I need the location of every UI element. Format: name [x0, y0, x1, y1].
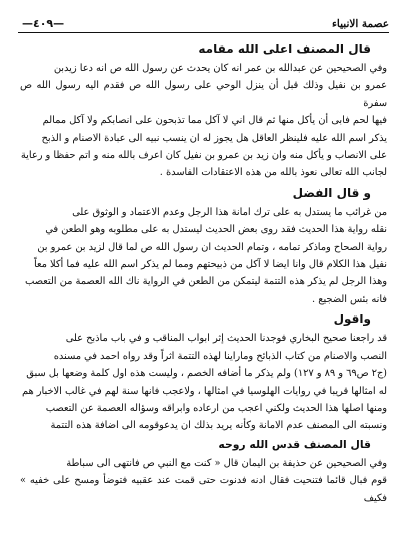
text-line: ومنها اصلها هذا الحديث ولكني اعجب من ارعاده وابراقه وسؤاله العصمة عن التعصب: [45, 402, 387, 414]
page-number: —٤٠٩—: [22, 17, 65, 30]
text-line: (ج٢ ص٦٩ و ٨٩ و ١٢٧) ولم يذكر ما أضافه الخصم ، وليست هذه اول كلمة وضعها بل سبق: [26, 368, 387, 380]
text-line: عمرو بن نفيل وذلك قبل أن ينزل الوحي على رسول الله ص فقدم اليه رسول الله ص سفرة: [20, 80, 387, 109]
text-line: وفي الصحيحين عن حذيفة بن اليمان قال « كنت مع النبي ص فانتهى الى سباطة: [66, 457, 387, 469]
section-heading: قال المصنف اعلى الله مقامه: [198, 42, 371, 56]
text-line: لجانب الله تعالى نعوذ بالله من هذه الاعتقادات الفاسدة .: [159, 167, 387, 179]
section-heading: قال المصنف قدس الله روحه: [218, 437, 371, 451]
text-line: فيها لحم فابى أن يأكل منها ثم قال اني لا آكل مما تذبحون على انصابكم ولا آكل ممالم: [42, 115, 387, 127]
text-line: له امثالها قريبا في روايات الهلوسيا في امثالها ، ولاعجب فانها سنة لهم في غالب الاخبار هم: [22, 385, 387, 397]
page-body: [20, 38, 387, 540]
section-heading: واقول: [333, 312, 371, 327]
text-line: قد راجعنا صحيح البخاري فوجدنا الحديث إثر ابواب المناقب و في باب ماذبح على: [65, 333, 387, 345]
running-title: عصمة الانبياء: [331, 18, 389, 30]
text-line: قوم فبال قائما فتنحيت فقال ادنه فدنوت حتى قمت عند عقبيه فتوضأ ومسح على خفيه » فكيف: [20, 475, 387, 504]
text-line: يذكر اسم الله عليه فلينظر العاقل هل يجوز له ان ينسب نبيه الى عبادة الاصنام و الذبح: [41, 132, 387, 144]
text-line: على الانصاب و يأكل منه وان زيد بن عمرو بن نفيل كان اعرف بالله منه و اتم حفظا و رعاية: [20, 150, 387, 162]
text-line: وهذا الرجل لم يذكر هذه التتمة ليتمكن من الطعن في الرواية ناك الله العصمة من التعصب: [25, 276, 387, 288]
section-heading: و قال الفضل: [292, 185, 371, 200]
text-line: رواية الصحاح وماذكر تمامه ، وتمام الحديث ان رسول الله ص لما قال لزيد بن عمرو بن: [37, 241, 387, 253]
text-line: من غرائب ما يستدل به على ترك امانة هذا الرجل وعدم الاعتماد و الوثوق على: [72, 206, 387, 218]
page-header: [22, 10, 389, 30]
text-line: ونسبته الى المصنف عدم الامانة وكأنه يريد بذلك ان يدعوقومه الى اضافة هذه التتمة: [50, 420, 387, 432]
text-line: فانه بئس الضجيع .: [312, 293, 387, 305]
text-line: النصب والاصنام من كتاب الذبائح وماراينا لهذه التتمة اثراً وقد رواه احمد في مسنده: [53, 350, 387, 362]
header-rule: [18, 32, 389, 33]
text-line: وفي الصحيحين عن عبدالله بن عمر انه كان يحدث عن رسول الله ص انه دعا زيدبن: [53, 63, 387, 74]
text-line: نفيل هذا الكلام قال وانا ايضا لا آكل من ذبيحتهم ومما لم يذكر اسم الله عليه فما أكلا معاً: [33, 259, 387, 271]
text-line: نقله رواية هذا الحديث فقد روى بعض الحديث ليستدل به على مطلوبه وهو الطعن في: [45, 224, 387, 236]
